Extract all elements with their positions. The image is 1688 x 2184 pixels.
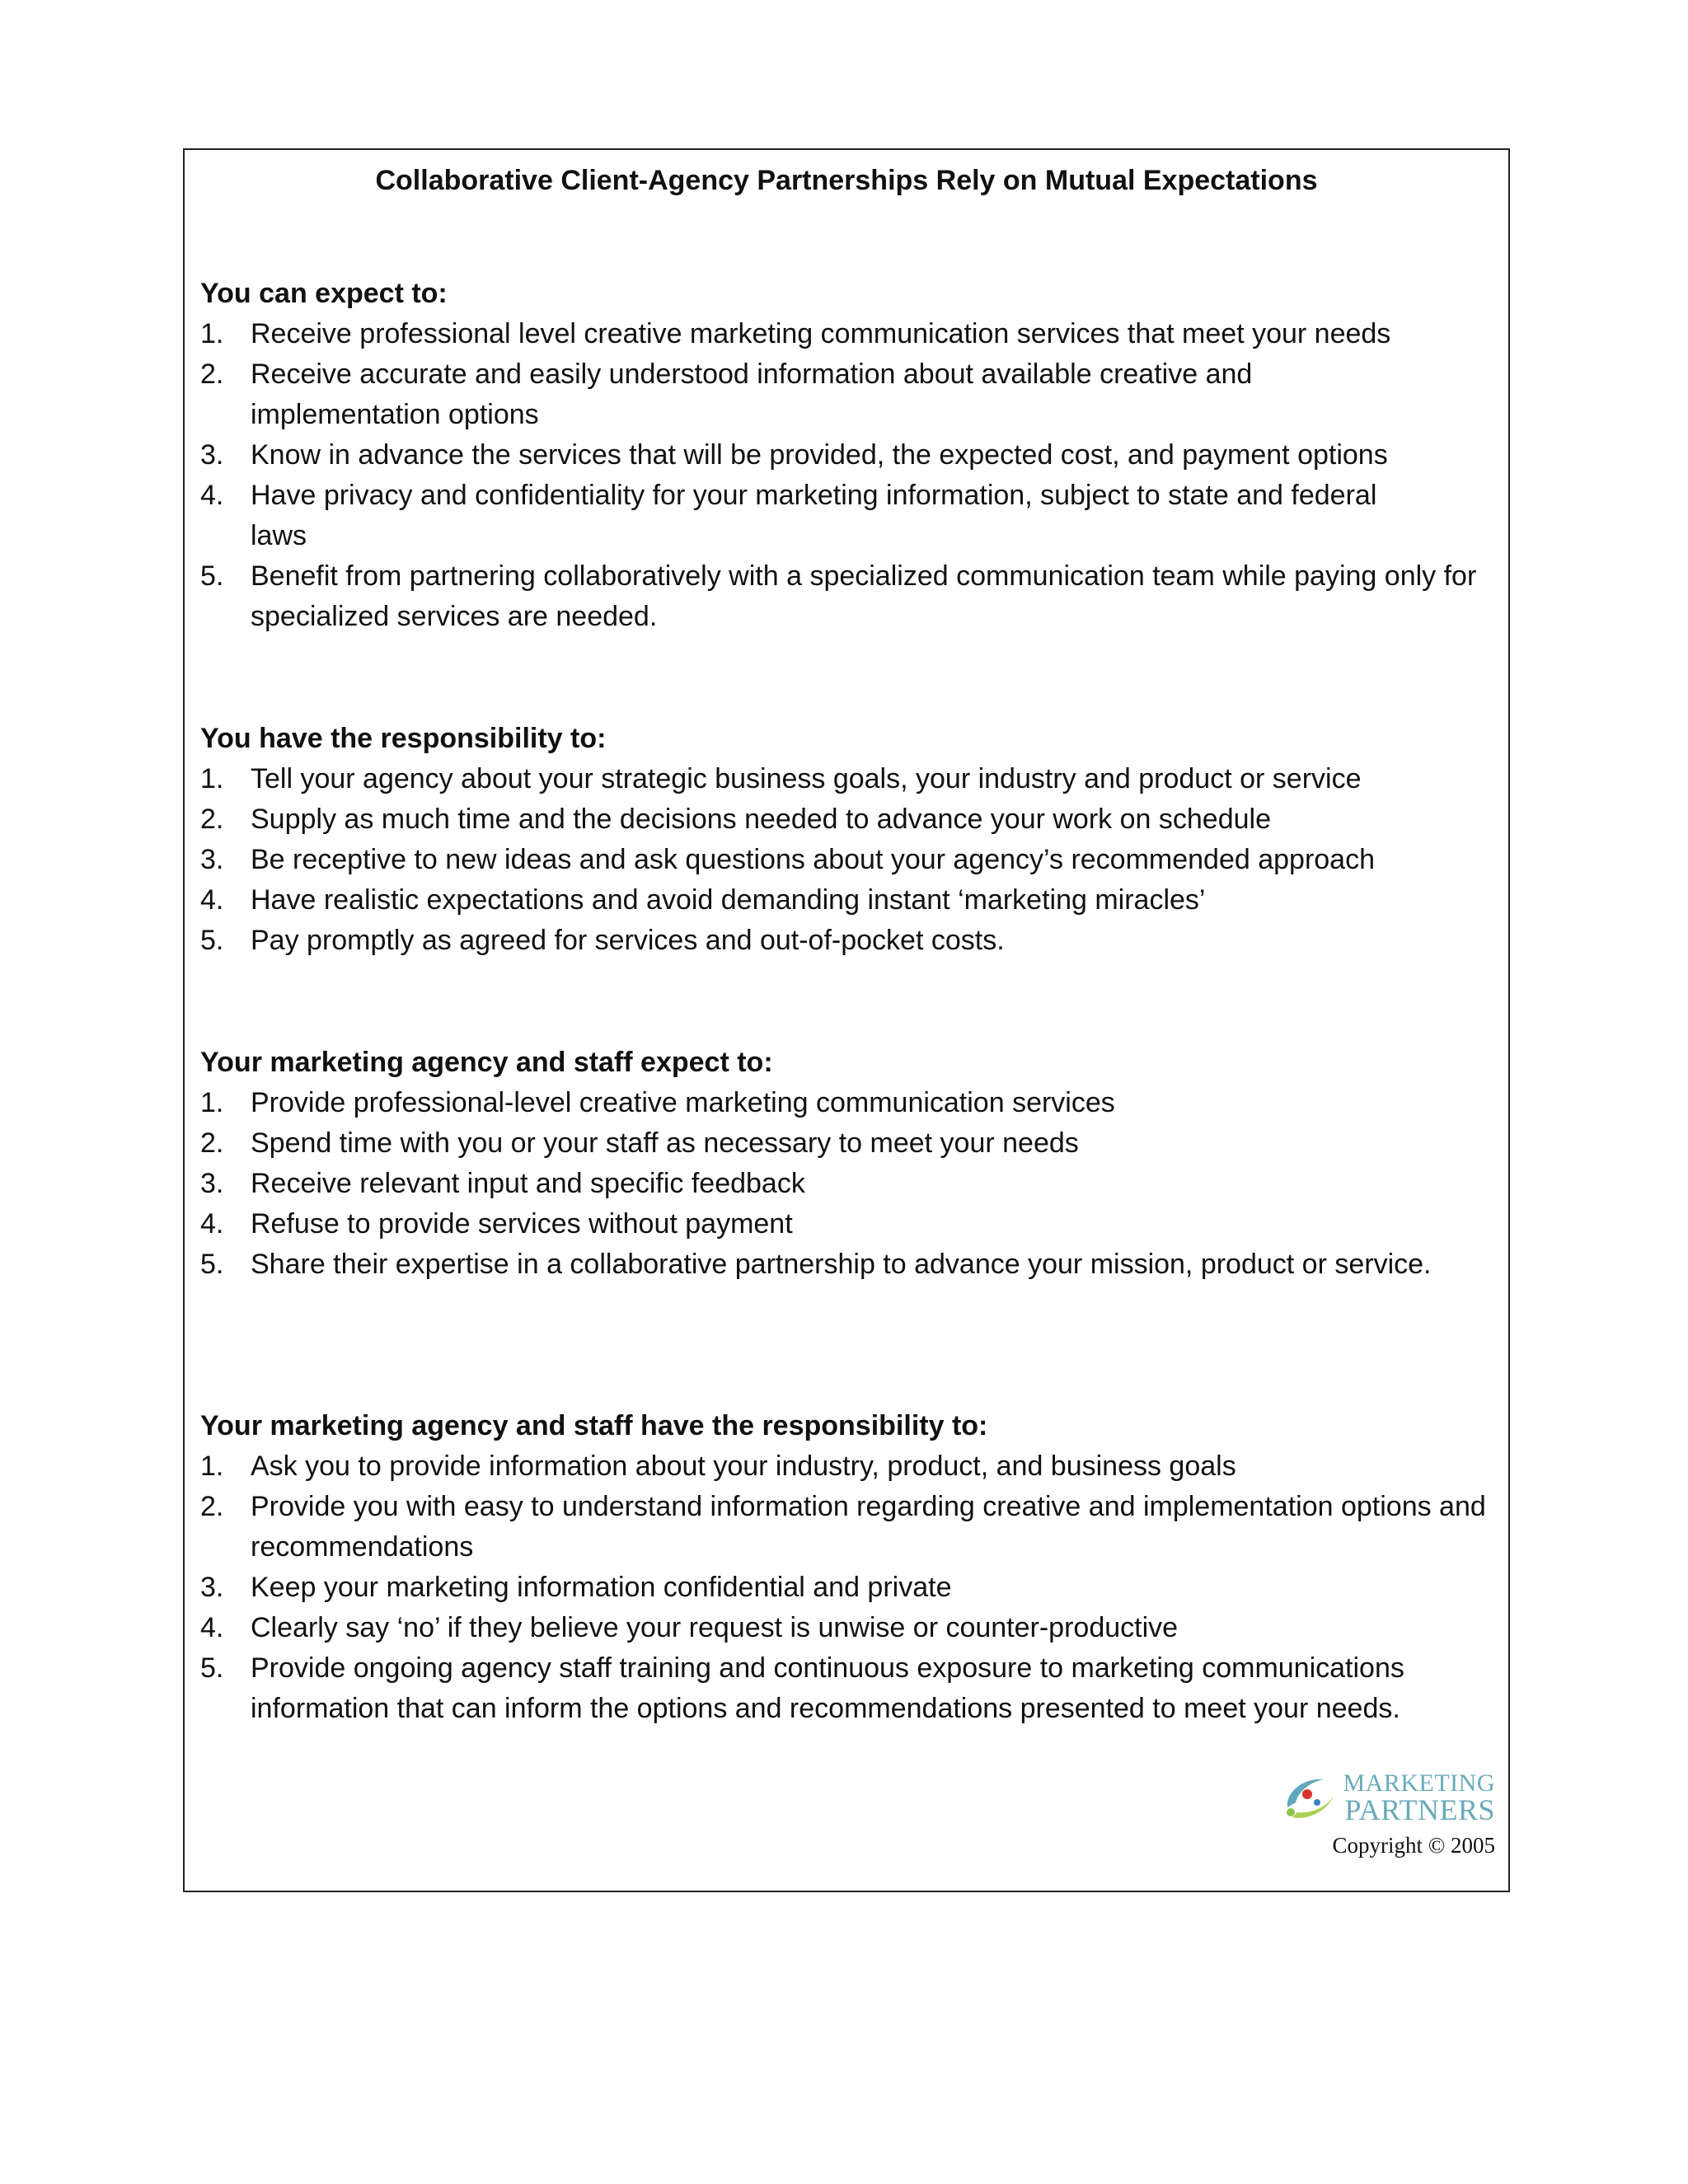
- document-title: Collaborative Client-Agency Partnerships Rely on Mutual Expectations: [375, 165, 1318, 196]
- item-number: 5.: [200, 560, 224, 592]
- section-client-expectations: [200, 274, 1500, 637]
- list-item: [200, 921, 1500, 961]
- item-text: Refuse to provide services without payment: [251, 1208, 793, 1240]
- item-number: 2.: [200, 804, 224, 835]
- list-item: [200, 1244, 1500, 1285]
- copyright-notice: Copyright © 2005: [1332, 1833, 1495, 1858]
- section-heading: You have the responsibility to:: [200, 723, 607, 754]
- list-item: [200, 1568, 1500, 1608]
- item-number: 1.: [200, 763, 224, 794]
- item-number: 5.: [200, 1249, 224, 1280]
- item-text: Clearly say ‘no’ if they believe your request is unwise or counter-productive: [251, 1612, 1179, 1643]
- list-item: [200, 1446, 1500, 1487]
- list-item: [200, 314, 1500, 354]
- item-number: 3.: [200, 439, 224, 471]
- item-text: Provide ongoing agency staff training and continuous exposure to marketing communications information that can inform the options and recommendations presented to meet your needs.: [251, 1652, 1404, 1724]
- list-item: [200, 1164, 1500, 1204]
- item-number: 1.: [200, 318, 224, 349]
- list-item: [200, 840, 1500, 880]
- section-agency-responsibilities: [200, 1406, 1500, 1729]
- item-number: 1.: [200, 1087, 224, 1118]
- section-heading: Your marketing agency and staff expect to:: [200, 1047, 773, 1078]
- item-text: Receive accurate and easily understood information about available creative and implementation options: [251, 359, 1253, 430]
- item-number: 4.: [200, 1208, 224, 1240]
- item-text: Spend time with you or your staff as necessary to meet your needs: [251, 1127, 1079, 1159]
- item-text: Provide you with easy to understand information regarding creative and implementation options and recommendations: [251, 1491, 1486, 1563]
- list-item: [200, 1083, 1500, 1123]
- item-number: 5.: [200, 925, 224, 956]
- section-agency-expectations: [200, 1043, 1500, 1285]
- list-item: [200, 556, 1500, 637]
- item-number: 2.: [200, 1491, 224, 1522]
- list-item: [200, 1487, 1500, 1568]
- logo-word-partners: PARTNERS: [1344, 1793, 1495, 1826]
- list-item: [200, 799, 1500, 840]
- list-item: [200, 354, 1500, 435]
- list-item: [200, 1123, 1500, 1164]
- swirl-logo-icon: [1281, 1771, 1340, 1824]
- item-text: Receive professional level creative marketing communication services that meet your needs: [251, 318, 1391, 349]
- item-text: Tell your agency about your strategic business goals, your industry and product or service: [251, 763, 1362, 794]
- item-text: Keep your marketing information confidential and private: [251, 1572, 952, 1603]
- item-text: Have realistic expectations and avoid demanding instant ‘marketing miracles’: [251, 884, 1206, 916]
- item-text: Benefit from partnering collaboratively with a specialized communication team while paying only for specialized services are needed.: [251, 560, 1477, 632]
- list-item: [200, 435, 1500, 476]
- item-text: Know in advance the services that will be provided, the expected cost, and payment options: [251, 439, 1388, 471]
- item-number: 2.: [200, 359, 224, 390]
- item-number: 2.: [200, 1127, 224, 1159]
- section-client-responsibilities: [200, 719, 1500, 961]
- item-number: 4.: [200, 884, 224, 916]
- item-number: 4.: [200, 1612, 224, 1643]
- document-frame: [183, 148, 1510, 1892]
- item-text: Pay promptly as agreed for services and out-of-pocket costs.: [251, 925, 1005, 956]
- item-number: 3.: [200, 844, 224, 875]
- marketing-partners-logo: [1281, 1769, 1495, 1877]
- item-text: Have privacy and confidentiality for your marketing information, subject to state and federal laws: [251, 480, 1377, 551]
- item-text: Supply as much time and the decisions needed to advance your work on schedule: [251, 804, 1271, 835]
- item-text: Provide professional-level creative marketing communication services: [251, 1087, 1115, 1118]
- item-number: 4.: [200, 480, 224, 511]
- logo-word-marketing: MARKETING: [1343, 1769, 1495, 1797]
- item-number: 3.: [200, 1572, 224, 1603]
- item-text: Be receptive to new ideas and ask questions about your agency’s recommended approach: [251, 844, 1376, 875]
- list-item: [200, 1204, 1500, 1244]
- item-number: 3.: [200, 1168, 224, 1199]
- section-heading: Your marketing agency and staff have the responsibility to:: [200, 1410, 988, 1441]
- list-item: [200, 1648, 1500, 1729]
- list-item: [200, 880, 1500, 921]
- section-heading: You can expect to:: [200, 278, 448, 309]
- item-text: Share their expertise in a collaborative partnership to advance your mission, product or service.: [251, 1249, 1432, 1280]
- item-text: Receive relevant input and specific feedback: [251, 1168, 805, 1199]
- item-number: 5.: [200, 1652, 224, 1684]
- list-item: [200, 1608, 1500, 1648]
- list-item: [200, 476, 1500, 556]
- list-item: [200, 759, 1500, 799]
- item-text: Ask you to provide information about your industry, product, and business goals: [251, 1451, 1236, 1482]
- item-number: 1.: [200, 1451, 224, 1482]
